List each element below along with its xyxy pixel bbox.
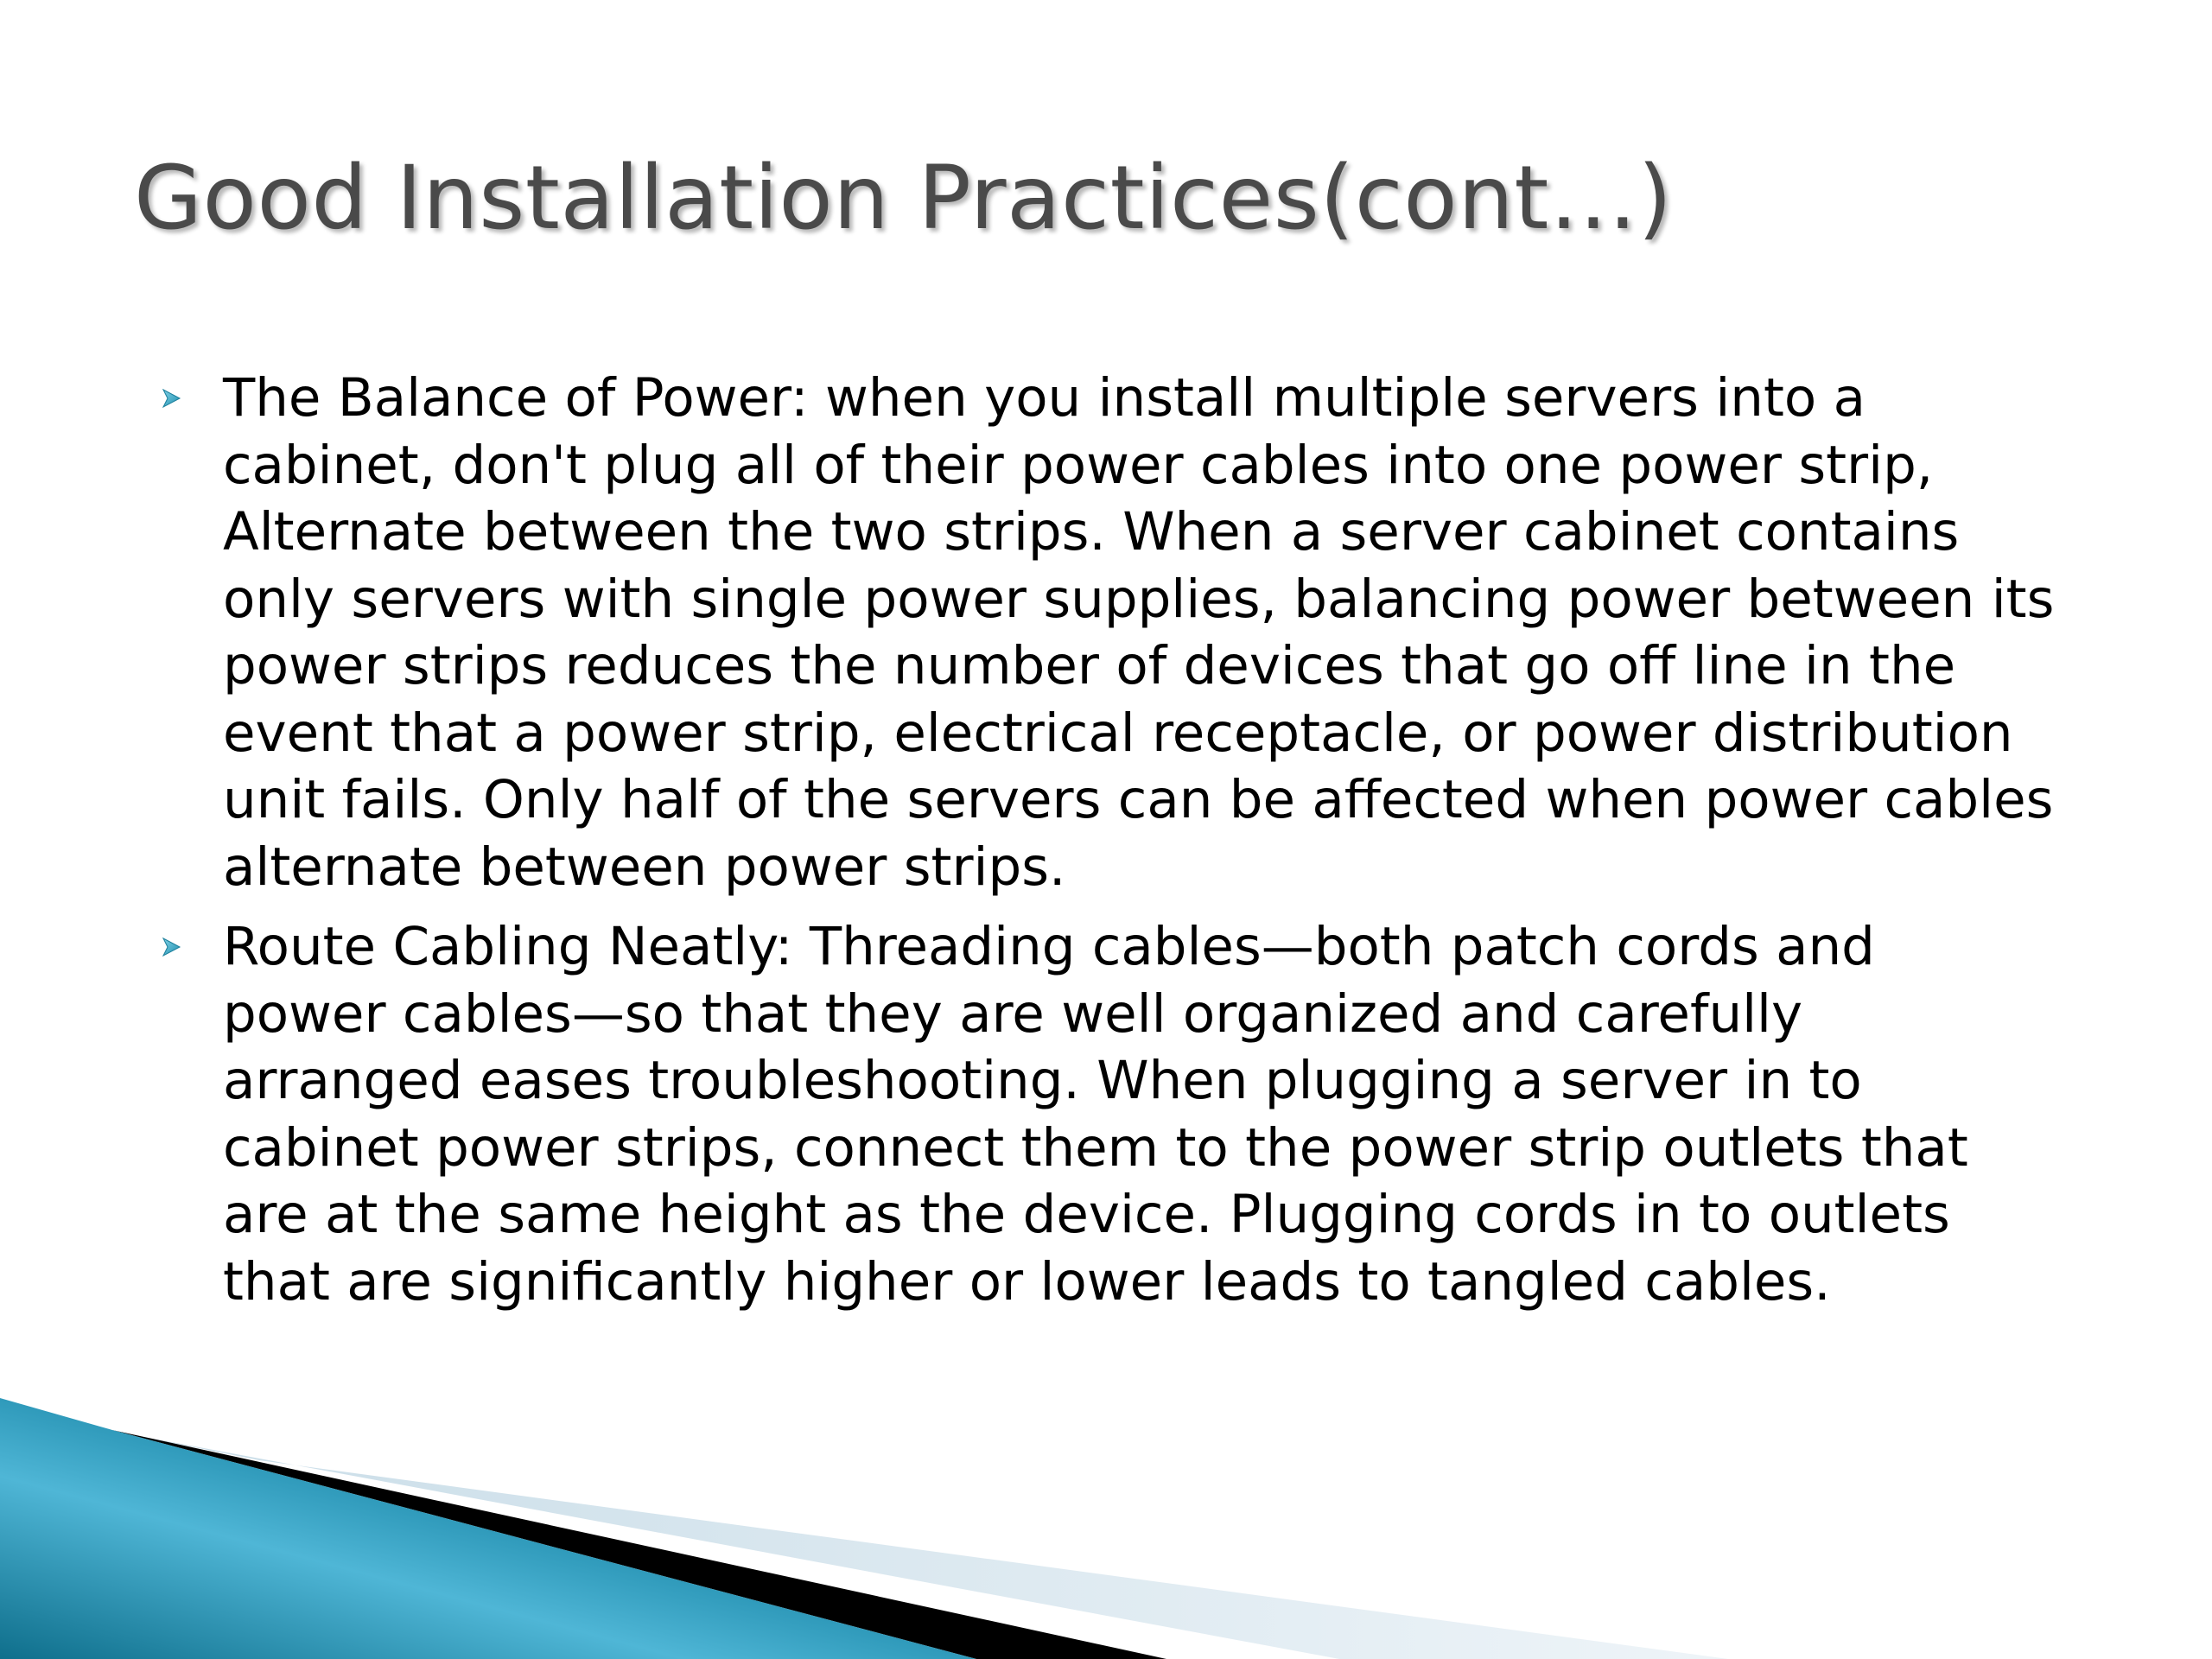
teal-wedge-shape [0, 1398, 976, 1659]
bullet-line: that are significantly higher or lower leads to tangled cables. [223, 1250, 1831, 1313]
bullet-line: Route Cabling Neatly: Threading cables—both patch cords and [223, 916, 1875, 977]
black-wedge-shape [112, 1430, 1166, 1659]
bullet-list [223, 365, 2124, 1328]
bullet-line: only servers with single power supplies, balancing power between its [223, 568, 2055, 630]
bullet-item-balance-of-power [223, 365, 2124, 900]
bullet-line: cabinet, don't plug all of their power cables into one power strip, [223, 434, 1934, 496]
bullet-line: event that a power strip, electrical receptacle, or power distribution [223, 702, 2013, 764]
bullet-line: arranged eases troubleshooting. When plugging a server in to [223, 1050, 1862, 1111]
bullet-line: cabinet power strips, connect them to the power strip outlets that [223, 1116, 1968, 1179]
bullet-line: The Balance of Power: when you install multiple servers into a [223, 367, 1866, 429]
slide-title: Good Installation Practices(cont…) [134, 147, 1673, 250]
bullet-line: are at the same height as the device. Plugging cords in to outlets [223, 1184, 1950, 1245]
bullet-line: alternate between power strips. [223, 836, 1066, 898]
bullet-line: power strips reduces the number of devices that go off line in the [223, 635, 1956, 696]
bullet-line: power cables—so that they are well organized and carefully [223, 982, 1803, 1045]
bullet-line: Alternate between the two strips. When a server cabinet contains [223, 501, 1960, 563]
bullet-item-route-cabling [223, 913, 2124, 1315]
light-band-shape [130, 1434, 1728, 1659]
triangle-arrow-bullet-icon [158, 385, 184, 411]
bullet-line: unit fails. Only half of the servers can be affected when power cables [223, 769, 2054, 830]
triangle-arrow-bullet-icon [158, 934, 184, 960]
